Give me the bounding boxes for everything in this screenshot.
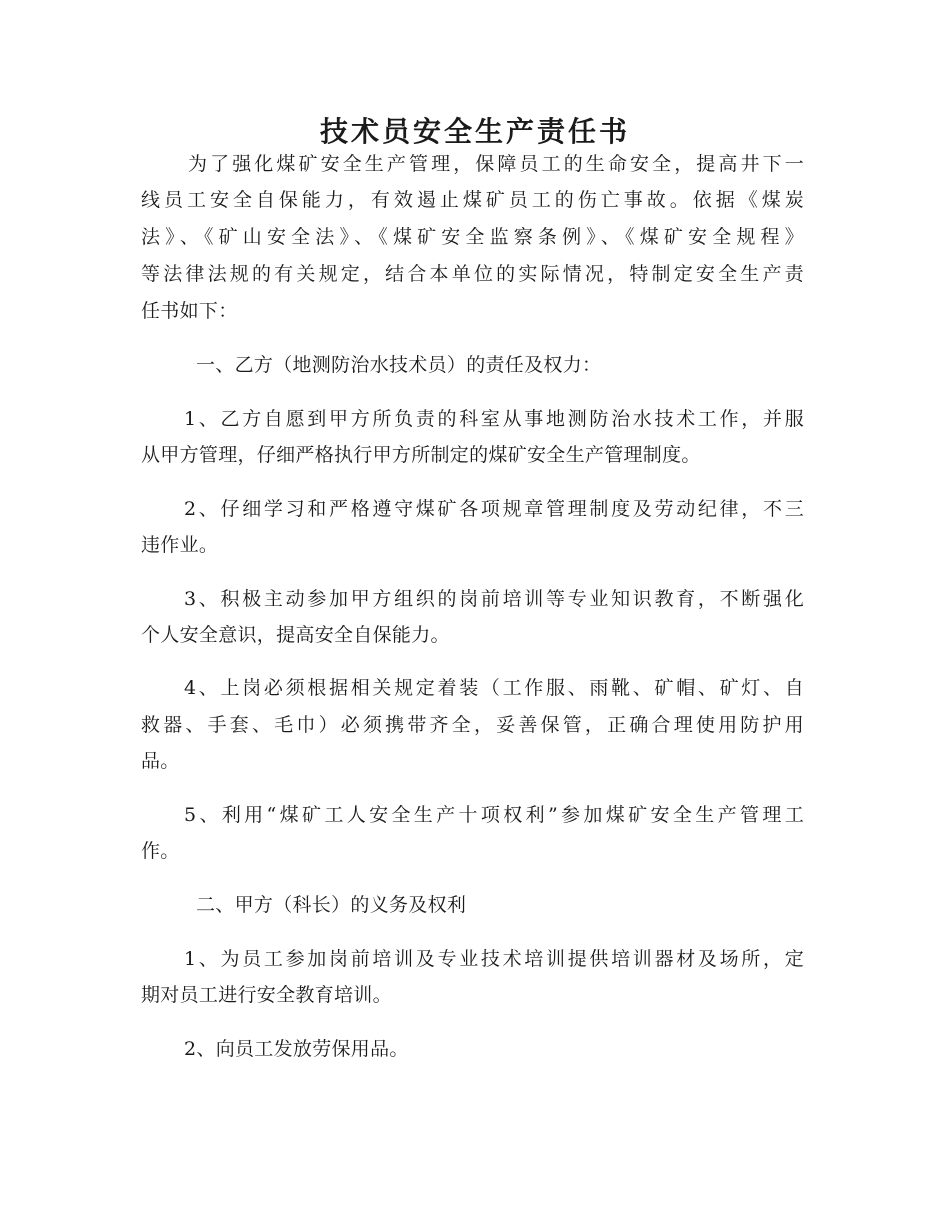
- text-line: 个人安全意识，提高安全自保能力。: [141, 624, 450, 646]
- text-line: 品。: [141, 750, 180, 772]
- text-line: 等法律法规的有关规定，结合本单位的实际情况，特制定安全生产责: [141, 263, 804, 285]
- text-line: 2、向员工发放劳保用品。: [184, 1038, 409, 1060]
- text-line: 5、利用“煤矿工人安全生产十项权利”参加煤矿安全生产管理工: [184, 804, 804, 826]
- text-line: 救器、手套、毛巾）必须携带齐全，妥善保管，正确合理使用防护用: [141, 714, 804, 736]
- text-line: 任书如下：: [141, 300, 238, 322]
- text-line: 为了强化煤矿安全生产管理，保障员工的生命安全，提高井下一: [188, 153, 804, 175]
- text-line: 4、上岗必须根据相关规定着装（工作服、雨靴、矿帽、矿灯、自: [184, 677, 804, 699]
- text-line: 二、甲方（科长）的义务及权利: [196, 894, 467, 916]
- text-line: 2、仔细学习和严格遵守煤矿各项规章管理制度及劳动纪律，不三: [184, 498, 804, 520]
- text-line: 1、为员工参加岗前培训及专业技术培训提供培训器材及场所，定: [184, 948, 804, 970]
- document-title: 技术员安全生产责任书: [319, 115, 630, 148]
- text-line: 期对员工进行安全教育培训。: [141, 984, 392, 1006]
- text-line: 从甲方管理，仔细严格执行甲方所制定的煤矿安全生产管理制度。: [141, 444, 701, 466]
- text-line: 一、乙方（地测防治水技术员）的责任及权力：: [196, 354, 602, 376]
- text-line: 法》、《矿山安全法》、《煤矿安全监察条例》、《煤矿安全规程》: [141, 226, 804, 248]
- text-line: 作。: [141, 840, 180, 862]
- text-line: 线员工安全自保能力，有效遏止煤矿员工的伤亡事故。依据《煤炭: [141, 189, 804, 211]
- text-line: 违作业。: [141, 534, 219, 556]
- text-line: 3、积极主动参加甲方组织的岗前培训等专业知识教育，不断强化: [184, 588, 804, 610]
- text-line: 1、乙方自愿到甲方所负责的科室从事地测防治水技术工作，并服: [184, 408, 804, 430]
